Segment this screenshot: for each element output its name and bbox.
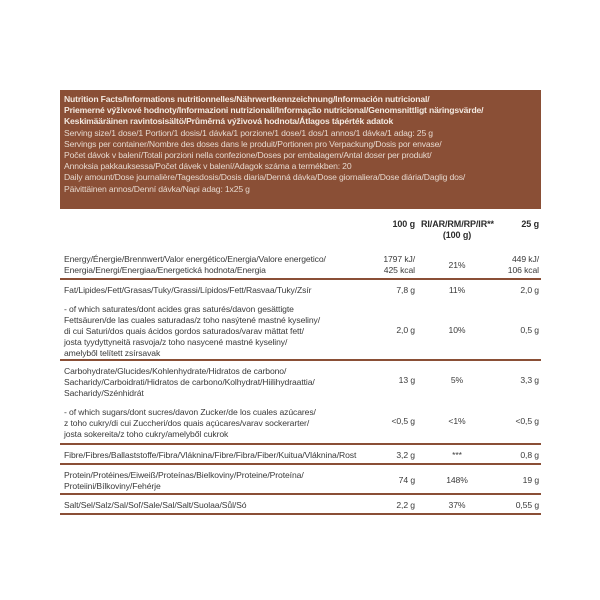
row-label [60,299,355,360]
value-line: 449 kJ/ [511,254,539,264]
value-25g: 19 g [493,464,541,494]
label-line: - of which sugars/dont sucres/davon Zucker/de los cuales azúcares/ [64,407,316,417]
label-line: Carbohydrate/Glucides/Kohlenhydrate/Hidratos de carbono/ [64,366,287,376]
table-row [60,464,541,494]
value-ri: 11% [448,285,466,295]
label-line: Salt/Sel/Salz/Sal/Soľ/Sale/Sal/Salt/Suolaa/Sůl/Só [64,500,247,510]
label-line: josta tyydyttyneitä rasvoja/z toho nasycené mastné kyseliny/ [64,337,288,347]
label-line: z toho cukry/di cui Zuccheri/dos quais açúcares/varav sockerarter/ [64,418,310,428]
label-line: - of which saturates/dont acides gras saturés/davon gesättigte [64,304,294,314]
value-25g [493,249,541,279]
column-25g-header: 25 g [521,219,539,229]
ri-header-sub: (100 g) [442,230,472,240]
column-ri-header [421,209,493,249]
row-label [60,249,355,279]
value-100g: 3,2 g [355,444,421,464]
table-row [60,494,541,514]
nutrition-panel [60,90,541,515]
value-25g: 0,55 g [493,494,541,514]
value-25g: 0,5 g [493,299,541,360]
nutrition-table [60,209,541,515]
title-line: Keskimääräinen ravintosisältö/Průměrná výživová hodnota/Átlagos tápérték adatok [64,116,394,127]
value-100g: 7,8 g [396,285,415,295]
value-25g: 0,8 g [493,444,541,464]
label-line: josta sokereita/z toho cukry/amelyből cukrok [64,429,229,439]
value-line: 425 kcal [383,265,415,275]
value-25g: <0,5 g [493,402,541,444]
table-row [60,360,541,402]
value-25g: 3,3 g [520,375,539,385]
info-line: Päivittäinen annos/Denní dávka/Napi adag: 1x25 g [64,183,250,194]
label-line: Fibre/Fibres/Ballaststoffe/Fibra/Vláknina/Fibre/Fibra/Fiber/Kuitua/Vláknina/Rost [64,450,357,460]
label-line: Fat/Lipides/Fett/Grasas/Tuky/Grassi/Lípidos/Fett/Rasvaa/Tuky/Zsír [64,285,312,295]
info-line: Annoksia pakkauksessa/Počet dávek v balení/Adagok száma a termékben: 20 [64,161,352,172]
label-line: Protein/Protéines/Eiweiß/Proteínas/Bielkoviny/Proteine/Proteína/ [64,470,304,480]
value-ri: 5% [450,375,464,385]
value-ri: *** [421,444,493,464]
row-label [60,360,355,402]
label-line: Sacharidy/Carboidrati/Hidratos de carbono/Kolhydrat/Hiilihydraattia/ [64,377,315,387]
value-25g: 2,0 g [520,285,539,295]
table-row [60,299,541,360]
value-100g [355,249,421,279]
title-line: Priemerné výživové hodnoty/Informazioni nutrizionali/Informação nutricional/Genomsnittligt näringsvärde/ [64,105,484,116]
info-line: Počet dávok v balení/Totali porzioni nella confezione/Doses por embalagem/Antal doser per produkt/ [64,150,432,161]
info-line: Serving size/1 dose/1 Portion/1 dosis/1 dávka/1 porzione/1 dose/1 dos/1 annos/1 dávka/1 adag: 25 g [64,127,433,138]
row-label [60,494,355,514]
title-line: Nutrition Facts/Informations nutritionnelles/Nährwertkennzeichnung/Información nutricional/ [64,94,430,104]
header-serving-info [64,128,537,195]
value-100g: <0,5 g [355,402,421,444]
value-ri: 21% [421,249,493,279]
value-line: 1797 kJ/ [383,254,415,264]
header-title [64,94,537,128]
row-label [60,464,355,494]
value-ri: 37% [421,494,493,514]
ri-header-line: RI/AR/RM/RP/IR** [421,219,494,229]
label-line: Fettsäuren/de las cuales saturadas/z toho nasýtené mastné kyseliny/ [64,315,321,325]
label-line: Proteiini/Bílkoviny/Fehérje [64,481,161,491]
nutrition-header [60,90,541,209]
row-label [60,402,355,444]
label-line: Energia/Energi/Energiaa/Energetická hodnota/Energia [64,265,266,275]
table-row [60,279,541,299]
value-line: 106 kcal [507,265,539,275]
label-line: di cui Saturi/dos quais ácidos gordos saturados/varav mättat fett/ [64,326,304,336]
row-label [60,279,355,299]
value-100g: 13 g [398,375,415,385]
label-column-header [60,209,355,249]
table-header-row [60,209,541,249]
label-line: Energy/Énergie/Brennwert/Valor energético/Energia/Valore energetico/ [64,254,326,264]
info-line: Servings per container/Nombre des doses dans le produit/Portionen pro Verpackung/Dosis por envase/ [64,138,442,149]
value-100g: 2,0 g [355,299,421,360]
value-ri: 148% [421,464,493,494]
column-100g-header: 100 g [392,219,415,229]
value-ri: 10% [421,299,493,360]
value-ri: <1% [421,402,493,444]
value-100g: 2,2 g [355,494,421,514]
info-line: Daily amount/Dose journalière/Tagesdosis/Dosis diaria/Denná dávka/Dose giornaliera/Dose diária/Daglig dos/ [64,172,466,183]
row-label [60,444,355,464]
label-line: amelyből telített zsírsavak [64,348,161,358]
value-100g: 74 g [355,464,421,494]
table-row [60,444,541,464]
label-line: Sacharidy/Szénhidrát [64,388,144,398]
table-row [60,249,541,279]
table-row [60,402,541,444]
